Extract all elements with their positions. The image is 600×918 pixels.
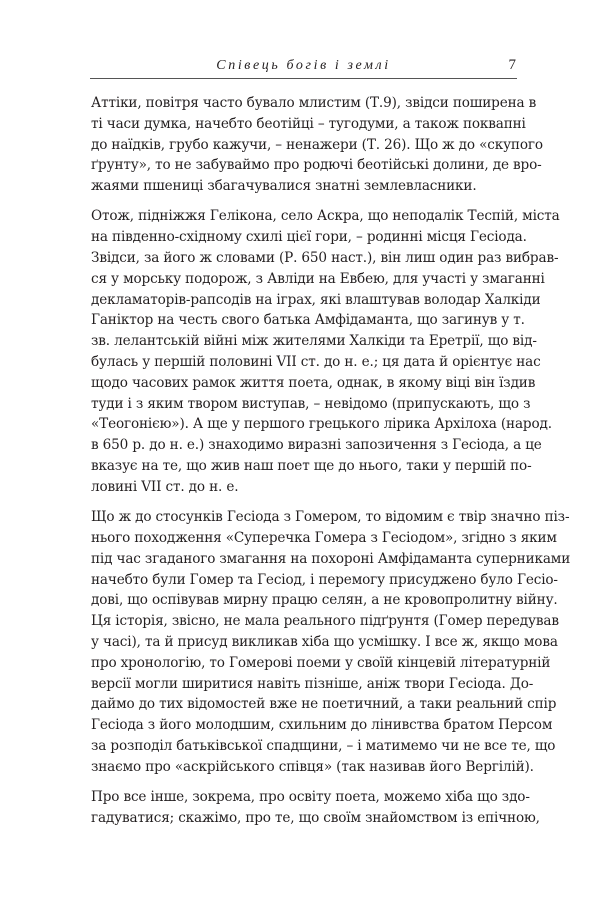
page-number: 7 — [508, 57, 516, 73]
paragraph — [91, 206, 560, 497]
text-line: Що ж до стосунків Гесіода з Гомером, то відомим є твір значно піз- — [91, 509, 570, 526]
text-line: ті часи думка, начебто беотійці – тугодуми, а також поквапні — [91, 115, 526, 132]
text-line: знаємо про «аскрійського співця» (так називав його Вергілій). — [91, 758, 534, 775]
text-line: «Теогонією»). А ще у першого грецького лірика Архілоха (народ. — [91, 416, 552, 433]
running-title: Співець богів і землі — [216, 58, 391, 73]
text-line: ґрунту», то не забуваймо про родючі беотійські долини, де вро- — [91, 157, 542, 174]
text-line: до наїдків, грубо кажучи, – ненажери (Т. 26). Що ж до «скупого — [91, 136, 543, 153]
text-line: вказує на те, що жив наш поет ще до нього, таки у першій по- — [91, 458, 532, 475]
text-line: за розподіл батьківської спадщини, – і матимемо чи не все те, що — [91, 737, 556, 754]
text-line: нього походження «Суперечка Гомера з Гесіодом», згідно з яким — [91, 529, 557, 546]
text-line: у часі), та й присуд викликав хіба що усмішку. І все ж, якщо мова — [91, 633, 558, 650]
text-line: зв. лелантській війні між жителями Халкіди та Еретрії, що від- — [91, 333, 537, 350]
page-body — [91, 93, 571, 838]
text-line: щодо часових рамок життя поета, однак, в якому віці він їздив — [91, 374, 536, 391]
text-line: Про все інше, зокрема, про освіту поета, можемо хіба що здо- — [91, 789, 530, 805]
paragraph — [91, 787, 540, 829]
text-line: гадуватися; скажімо, про те, що своїм знайомством із епічною, — [91, 809, 540, 826]
text-line: декламаторів-рапсодів на іграх, які влаштував володар Халкіди — [91, 291, 541, 308]
text-line: дові, що оспівував мирну працю селян, а не кровопролитну війну. — [91, 592, 558, 609]
text-line: туди і з яким твором виступав, – невідомо (припускають, що з — [91, 395, 531, 412]
running-header — [90, 56, 517, 79]
text-line: Звідси, за його ж словами (Р. 650 наст.), він лиш один раз вибрав- — [91, 250, 559, 267]
text-line: жаями пшениці збагачувалися знатні землевласники. — [91, 178, 477, 195]
text-line: під час згаданого змагання на похороні Амфідаманта суперниками — [91, 550, 571, 567]
text-line: ловині VII ст. до н. е. — [91, 478, 239, 495]
text-line: Гесіода з його молодшим, схильним до лінивства братом Персом — [91, 717, 553, 734]
text-line: ся у морську подорож, з Авліди на Евбею, для участі у змаганні — [91, 270, 545, 287]
text-line: даймо до тих відомостей вже не поетичний, а таки реальний спір — [91, 696, 557, 713]
text-line: начебто були Гомер та Гесіод, і перемогу присуджено було Гесіо- — [91, 571, 558, 588]
text-line: Аттіки, повітря часто бувало млистим (Т.9), звідси поширена в — [91, 95, 537, 111]
text-line: Ця історія, звісно, не мала реального підґрунтя (Гомер передував — [91, 613, 559, 630]
paragraph — [91, 93, 543, 197]
text-line: Ганіктор на честь свого батька Амфідаманта, що загинув у т. — [91, 312, 525, 329]
paragraph — [91, 507, 571, 777]
text-line: про хронологію, то Гомерові поеми у своїй кінцевій літературній — [91, 654, 551, 671]
text-line: в 650 р. до н. е.) знаходимо виразні запозичення з Гесіода, а це — [91, 437, 542, 454]
text-line: на південно-східному схилі цієї гори, – родинні місця Гесіода. — [91, 229, 527, 246]
text-line: Отож, підніжжя Гелікона, село Аскра, що неподалік Теспій, міста — [91, 208, 560, 225]
text-line: версії могли ширитися навіть пізніше, аніж твори Гесіода. До- — [91, 675, 534, 692]
text-line: булась у першій половині VII ст. до н. е.; ця дата й орієнтує нас — [91, 354, 541, 371]
